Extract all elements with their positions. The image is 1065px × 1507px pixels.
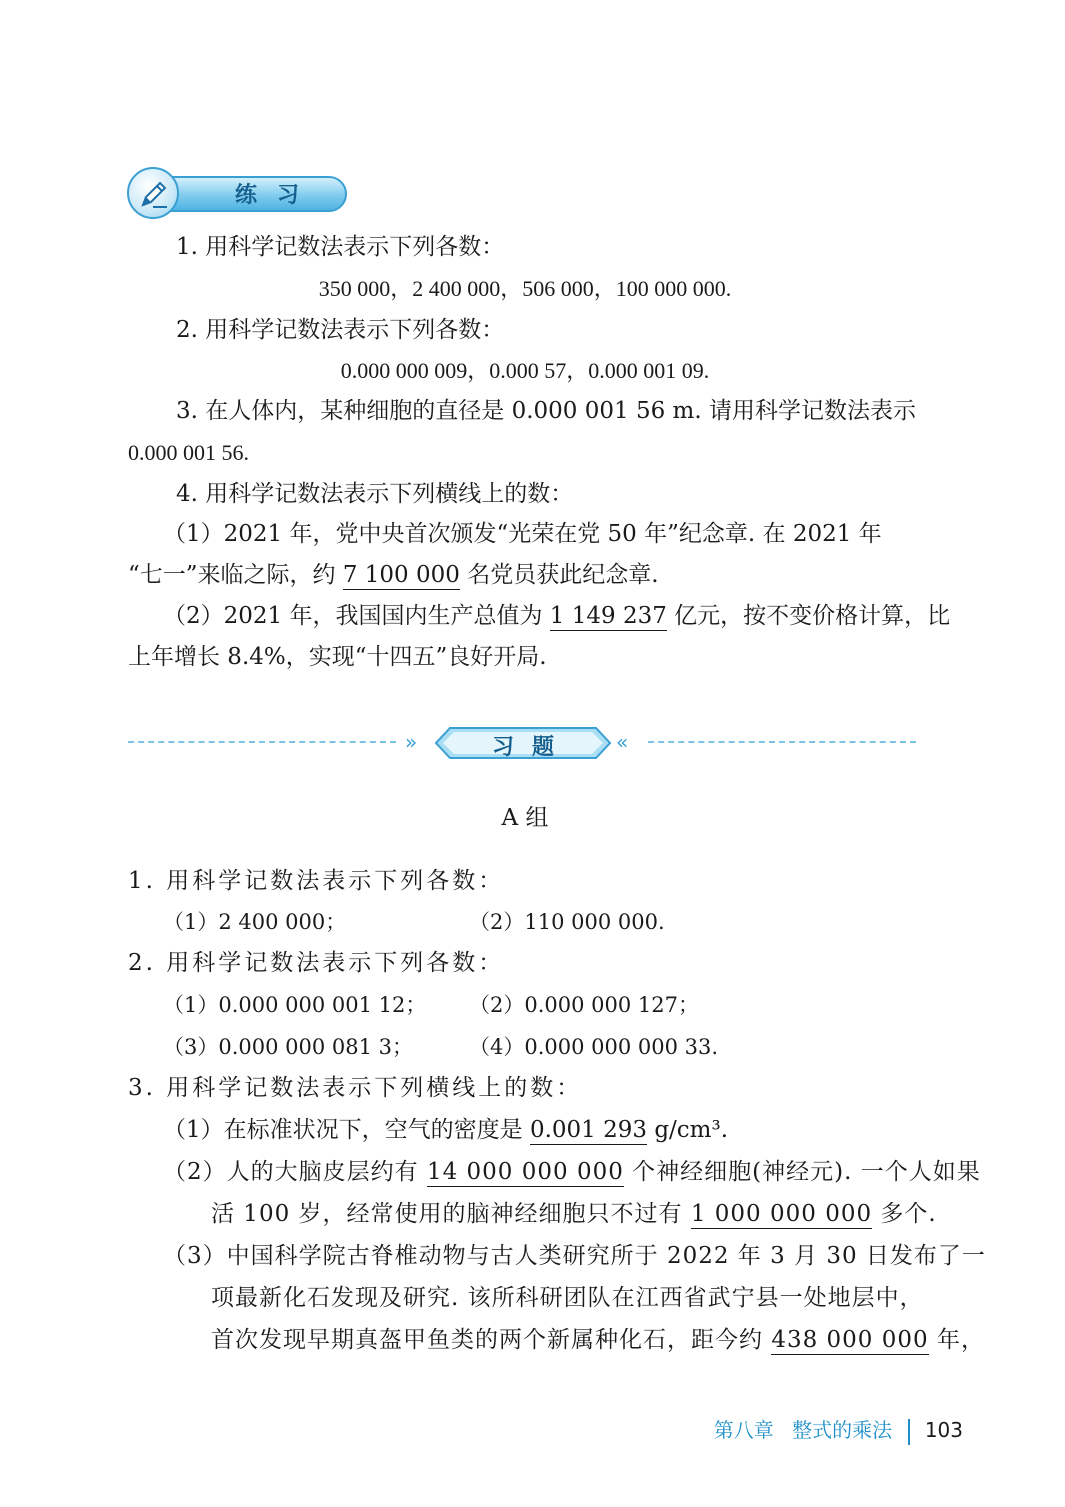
chevrons-right-icon: » <box>405 730 418 754</box>
exercise-q3-s1: （1）在标准状况下，空气的密度是 0.001 293 g/cm³. <box>163 1117 729 1143</box>
exercise-q1: 1. 用科学记数法表示下列各数： <box>128 868 505 894</box>
practice-item-2: 2. 用科学记数法表示下列各数： <box>176 317 505 343</box>
practice-item-1: 1. 用科学记数法表示下列各数： <box>176 234 505 260</box>
exercise-q2-c: （3）0.000 000 081 3； <box>163 1035 414 1059</box>
practice-item-4-sub2: （2）2021 年，我国国内生产总值为 1 149 237 亿元，按不变价格计算，比 <box>163 603 951 629</box>
exercise-badge <box>434 726 612 760</box>
practice-item-3-cont: 0.000 001 56. <box>128 440 249 465</box>
practice-item-3: 3. 在人体内，某种细胞的直径是 0.000 001 56 m. 请用科学记数法表示 <box>176 398 916 424</box>
group-heading: A 组 <box>501 805 549 831</box>
underlined-number: 438 000 000 <box>771 1327 929 1353</box>
practice-item-1-numbers: 350 000，2 400 000，506 000，100 000 000. <box>318 276 732 301</box>
page-footer <box>714 1414 963 1445</box>
practice-item-4: 4. 用科学记数法表示下列横线上的数： <box>176 481 574 507</box>
exercise-q3-s2-cont: 活 100 岁，经常使用的脑神经细胞只不过有 1 000 000 000 多个. <box>211 1201 937 1227</box>
practice-item-4-sub2-cont: 上年增长 8.4%，实现“十四五”良好开局. <box>128 644 547 670</box>
exercise-q1-b: （2）110 000 000. <box>469 910 665 934</box>
exercise-q2: 2. 用科学记数法表示下列各数： <box>128 950 505 976</box>
exercise-q3-s3-cont2: 首次发现早期真盔甲鱼类的两个新属种化石，距今约 438 000 000 年， <box>211 1327 985 1353</box>
footer-chapter-title: 整式的乘法 <box>792 1418 893 1442</box>
exercise-q2-b: （2）0.000 000 127； <box>469 993 699 1017</box>
divider-left <box>128 741 396 743</box>
exercise-q3-s3: （3）中国科学院古脊椎动物与古人类研究所于 2022 年 3 月 30 日发布了一 <box>163 1243 986 1269</box>
exercise-title: 习题 <box>491 735 572 760</box>
exercise-q3-s3-cont1: 项最新化石发现及研究. 该所科研团队在江西省武宁县一处地层中， <box>211 1285 924 1311</box>
page-number: 103 <box>924 1418 963 1442</box>
underlined-number: 0.001 293 <box>529 1117 648 1143</box>
practice-title: 练习 <box>235 183 320 208</box>
underlined-number: 1 149 237 <box>549 603 667 629</box>
pencil-icon <box>137 177 171 211</box>
underlined-number: 7 100 000 <box>342 562 460 588</box>
footer-separator <box>908 1419 910 1445</box>
divider-right <box>648 741 916 743</box>
exercise-q2-a: （1）0.000 000 001 12； <box>163 993 427 1017</box>
exercise-q3: 3. 用科学记数法表示下列横线上的数： <box>128 1075 583 1101</box>
underlined-number: 1 000 000 000 <box>690 1201 873 1227</box>
chevrons-left-icon: « <box>616 730 629 754</box>
practice-item-4-sub1: （1）2021 年，党中央首次颁发“光荣在党 50 年”纪念章. 在 2021 年 <box>163 521 882 547</box>
exercise-q3-s2: （2）人的大脑皮层约有 14 000 000 000 个神经细胞(神经元). 一个人如果 <box>163 1159 981 1185</box>
footer-chapter: 第八章 <box>713 1418 774 1442</box>
practice-item-2-numbers: 0.000 000 009，0.000 57，0.000 001 09. <box>340 358 710 383</box>
practice-banner <box>127 167 349 219</box>
underlined-number: 14 000 000 000 <box>426 1159 624 1185</box>
exercise-q1-a: （1）2 400 000； <box>163 910 347 934</box>
exercise-q2-d: （4）0.000 000 000 33. <box>469 1035 719 1059</box>
practice-item-4-sub1-cont: “七一”来临之际，约 7 100 000 名党员获此纪念章. <box>128 562 659 588</box>
practice-banner-circle <box>127 167 179 219</box>
